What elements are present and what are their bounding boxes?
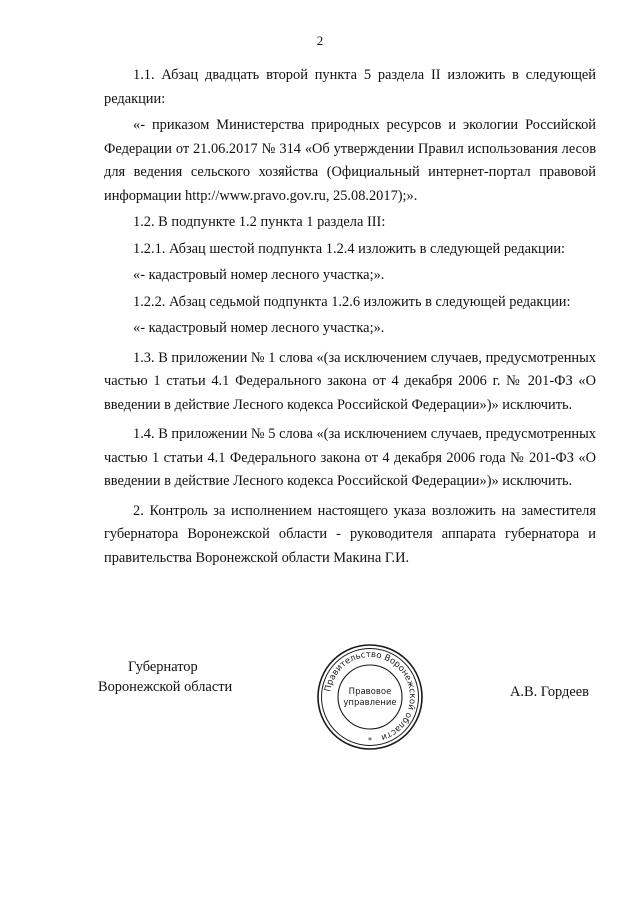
stamp-star: * — [368, 736, 372, 745]
official-stamp — [315, 642, 425, 752]
paragraph-quote-cadastral-2: «- кадастровый номер лесного участка;». — [133, 320, 385, 336]
stamp-inner-ring — [338, 665, 402, 729]
signature-title-line2: Воронежской области — [98, 679, 233, 695]
stamp-outer-ring — [318, 645, 422, 749]
paragraph-1-1: 1.1. Абзац двадцать второй пункта 5 раздела II изложить в следующей редакции: — [104, 67, 596, 107]
paragraph-1-2: 1.2. В подпункте 1.2 пункта 1 раздела III: — [133, 214, 386, 230]
stamp-ring-text: Правительство Воронежской области — [323, 649, 418, 743]
stamp-center-line2: управление — [343, 698, 397, 708]
document-body — [104, 64, 596, 573]
paragraph-quote-order: «- приказом Министерства природных ресурсов и экологии Российской Федерации от 21.06.2017 № 314 «Об утверждении Правил использования лесов для ведения сельского хозяйства (Официальный интернет-портал правовой информации http://www.pravo.gov.ru, 25.08.2017);». — [104, 117, 596, 204]
signature-title-line1: Губернатор — [128, 659, 198, 675]
page-number: 2 — [316, 33, 324, 48]
signature-name: А.В. Гордеев — [510, 684, 589, 700]
paragraph-2: 2. Контроль за исполнением настоящего указа возложить на заместителя губернатора Воронежской области - руководителя аппарата губернатора и правительства Воронежской области Макина Г.И. — [104, 502, 596, 566]
paragraph-1-2-2: 1.2.2. Абзац седьмой подпункта 1.2.6 изложить в следующей редакции: — [133, 293, 571, 310]
stamp-center-line1: Правовое — [348, 687, 392, 697]
paragraph-1-3: 1.3. В приложении № 1 слова «(за исключением случаев, предусмотренных частью 1 статьи 4.1 Федерального закона от 4 декабря 2006 г. № 201-ФЗ «О введении в действие Лесного кодекса Российской Федерации»)» исключить. — [104, 349, 596, 413]
stamp-outer-ring-inner — [322, 649, 419, 746]
paragraph-1-2-1: 1.2.1. Абзац шестой подпункта 1.2.4 изложить в следующей редакции: — [133, 240, 566, 257]
paragraph-1-4: 1.4. В приложении № 5 слова «(за исключением случаев, предусмотренных частью 1 статьи 4.1 Федерального закона от 4 декабря 2006 года № 201-ФЗ «О введении в действие Лесного кодекса Российской Федерации»)» исключить. — [104, 426, 596, 489]
paragraph-quote-cadastral-1: «- кадастровый номер лесного участка;». — [133, 267, 385, 283]
signature-title — [98, 657, 258, 697]
